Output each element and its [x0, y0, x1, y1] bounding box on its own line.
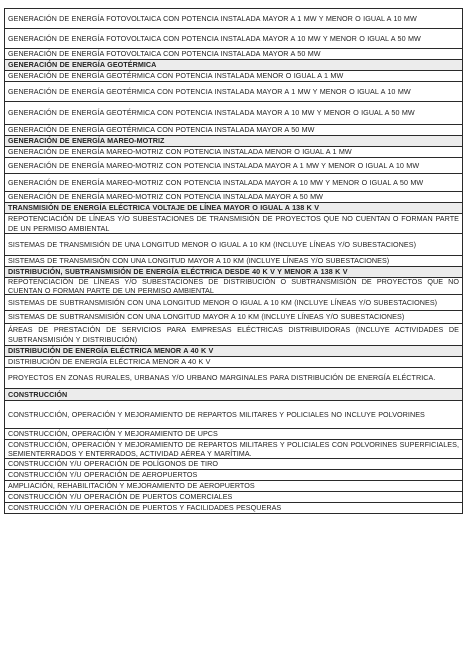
row-text: SISTEMAS DE SUBTRANSMISIÓN CON UNA LONGITUD MENOR O IGUAL A 10 KM (INCLUYE LÍNEAS Y/O SUBESTACIONES): [8, 297, 438, 307]
table-row: [5, 174, 462, 192]
table-row: [5, 192, 462, 203]
row-text: AMPLIACIÓN, REHABILITACIÓN Y MEJORAMIENTO DE AEROPUERTOS: [8, 481, 255, 491]
row-text: GENERACIÓN DE ENERGÍA GEOTÉRMICA CON POTENCIA INSTALADA MAYOR A 50 MW: [8, 125, 315, 135]
row-text: SISTEMAS DE TRANSMISIÓN CON UNA LONGITUD MAYOR A 10 KM (INCLUYE LÍNEAS Y/O SUBESTACIONES): [8, 256, 390, 266]
table-row: [5, 324, 462, 346]
section-header: [5, 389, 462, 401]
table-row: [5, 503, 462, 514]
table-row: [5, 368, 462, 389]
row-text: GENERACIÓN DE ENERGÍA FOTOVOLTAICA CON POTENCIA INSTALADA MAYOR A 1 MW Y MENOR O IGUAL A 10 MW: [8, 13, 417, 23]
section-header: [5, 203, 462, 214]
table-row: [5, 234, 462, 256]
row-text: SISTEMAS DE TRANSMISIÓN DE UNA LONGITUD MENOR O IGUAL A 10 KM (INCLUYE LÍNEAS Y/O SUBESTACIONES): [8, 239, 417, 249]
row-text: PROYECTOS EN ZONAS RURALES, URBANAS Y/O URBANO MARGINALES PARA DISTRIBUCIÓN DE ENERGÍA ELÉCTRICA.: [8, 373, 436, 383]
table-row: [5, 147, 462, 158]
table-row: [5, 29, 462, 49]
row-text: GENERACIÓN DE ENERGÍA MAREO-MOTRIZ CON POTENCIA INSTALADA MAYOR A 50 MW: [8, 192, 323, 202]
row-text: CONSTRUCCIÓN, OPERACIÓN Y MEJORAMIENTO DE UPCS: [8, 429, 218, 439]
table-row: [5, 71, 462, 82]
table-row: [5, 429, 462, 440]
row-text: CONSTRUCCIÓN Y/U OPERACIÓN DE PUERTOS COMERCIALES: [8, 492, 233, 502]
table-row: [5, 470, 462, 481]
section-header: [5, 60, 462, 71]
table-row: [5, 256, 462, 267]
row-text: GENERACIÓN DE ENERGÍA GEOTÉRMICA CON POTENCIA INSTALADA MAYOR A 10 MW Y MENOR O IGUAL A 50 MW: [8, 108, 415, 118]
row-text: GENERACIÓN DE ENERGÍA FOTOVOLTAICA CON POTENCIA INSTALADA MAYOR A 10 MW Y MENOR O IGUAL A 50 MW: [8, 33, 421, 43]
section-header-text: GENERACIÓN DE ENERGÍA GEOTÉRMICA: [8, 60, 157, 70]
row-text: REPOTENCIACIÓN DE LÍNEAS Y/O SUBESTACIONES DE DISTRIBUCIÓN O SUBTRANSMISIÓN DE PROYECTOS QUE NO CUENTAN O FORMAN PARTE DE UN PERMISO AMBIENTAL: [8, 276, 459, 295]
table-row: [5, 102, 462, 125]
table-row: [5, 49, 462, 60]
row-text: DISTRIBUCIÓN DE ENERGÍA ELÉCTRICA MENOR A 40 K V: [8, 357, 211, 367]
table-row: [5, 440, 462, 459]
row-text: SISTEMAS DE SUBTRANSMISIÓN CON UNA LONGITUD MAYOR A 10 KM (INCLUYE LÍNEAS Y/O SUBESTACIONES): [8, 312, 405, 322]
table-row: [5, 9, 462, 29]
table-row: [5, 481, 462, 492]
row-text: CONSTRUCCIÓN, OPERACIÓN Y MEJORAMIENTO DE REPARTOS MILITARES Y POLICIALES CON POLVORINES SUPERFICIALES, SEMIENTERRADOS Y ENTERRADOS, ACTIVIDAD AÉREA Y MARÍTIMA.: [8, 439, 459, 458]
activities-table: [4, 8, 463, 514]
row-text: GENERACIÓN DE ENERGÍA FOTOVOLTAICA CON POTENCIA INSTALADA MAYOR A 50 MW: [8, 49, 321, 59]
row-text: CONSTRUCCIÓN Y/U OPERACIÓN DE PUERTOS Y FACILIDADES PESQUERAS: [8, 503, 282, 513]
section-header: [5, 136, 462, 147]
row-text: REPOTENCIACIÓN DE LÍNEAS Y/O SUBESTACIONES DE TRANSMISIÓN DE PROYECTOS QUE NO CUENTAN O FORMAN PARTE DE UN PERMISO AMBIENTAL: [8, 214, 459, 233]
row-text: GENERACIÓN DE ENERGÍA MAREO-MOTRIZ CON POTENCIA INSTALADA MAYOR A 10 MW Y MENOR O IGUAL A 50 MW: [8, 177, 424, 187]
section-header: [5, 346, 462, 357]
row-text: GENERACIÓN DE ENERGÍA MAREO-MOTRIZ CON POTENCIA INSTALADA MAYOR A 1 MW Y MENOR O IGUAL A 10 MW: [8, 160, 420, 170]
table-row: [5, 125, 462, 136]
table-row: [5, 82, 462, 102]
table-row: [5, 401, 462, 429]
row-text: GENERACIÓN DE ENERGÍA GEOTÉRMICA CON POTENCIA INSTALADA MAYOR A 1 MW Y MENOR O IGUAL A 10 MW: [8, 86, 411, 96]
row-text: CONSTRUCCIÓN Y/U OPERACIÓN DE AEROPUERTOS: [8, 470, 198, 480]
section-header-text: DISTRIBUCIÓN, SUBTRANSMISIÓN DE ENERGÍA ELÉCTRICA DESDE 40 K V Y MENOR A 138 K V: [8, 267, 348, 277]
row-text: CONSTRUCCIÓN Y/U OPERACIÓN DE POLÍGONOS DE TIRO: [8, 459, 218, 469]
row-text: GENERACIÓN DE ENERGÍA MAREO-MOTRIZ CON POTENCIA INSTALADA MENOR O IGUAL A 1 MW: [8, 147, 352, 157]
row-text: CONSTRUCCIÓN, OPERACIÓN Y MEJORAMIENTO DE REPARTOS MILITARES Y POLICIALES NO INCLUYE POLVORINES: [8, 409, 425, 419]
table-row: [5, 214, 462, 234]
table-row: [5, 311, 462, 324]
row-text: ÁREAS DE PRESTACIÓN DE SERVICIOS PARA EMPRESAS ELÉCTRICAS DISTRIBUIDORAS (INCLUYE ACTIVIDADES DE SUBTRANSMISIÓN Y DISTRIBUCIÓN): [8, 325, 459, 344]
table-row: [5, 459, 462, 470]
table-row: [5, 492, 462, 503]
table-row: [5, 158, 462, 174]
section-header-text: CONSTRUCCIÓN: [8, 389, 68, 399]
section-header-text: TRANSMISIÓN DE ENERGÍA ELÉCTRICA VOLTAJE DE LÍNEA MAYOR O IGUAL A 138 K V: [8, 203, 320, 213]
section-header-text: GENERACIÓN DE ENERGÍA MAREO-MOTRIZ: [8, 136, 165, 146]
section-header-text: DISTRIBUCIÓN DE ENERGÍA ELÉCTRICA MENOR A 40 K V: [8, 346, 214, 356]
table-row: [5, 278, 462, 295]
table-row: [5, 295, 462, 311]
table-row: [5, 357, 462, 368]
row-text: GENERACIÓN DE ENERGÍA GEOTÉRMICA CON POTENCIA INSTALADA MENOR O IGUAL A 1 MW: [8, 71, 344, 81]
